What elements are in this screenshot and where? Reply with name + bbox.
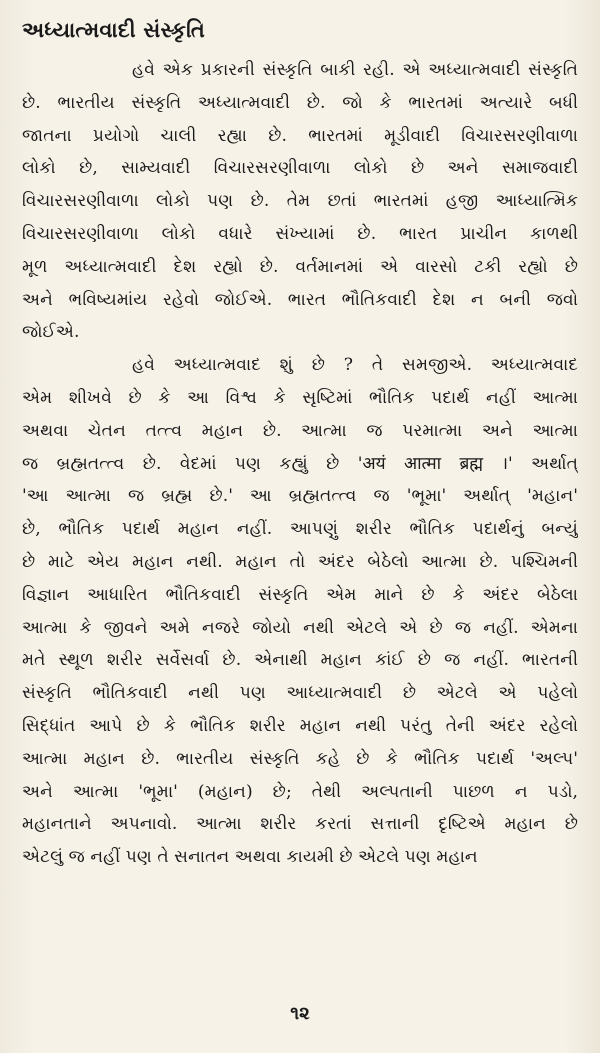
text-line: જ બ્રહ્મતત્ત્વ છે. વેદમાં પણ કહ્યું છે 'अयं आत्मा ब्रह्म ।' અર્થાત્ [22,453,578,474]
text-line: એટલું જ નહીં પણ તે સનાતન અથવા કાયમી છે એટલે પણ મહાન [22,847,478,868]
text-line: જાતના પ્રયોગો ચાલી રહ્યા છે. ભારતમાં મૂડીવાદી વિચારસરણીવાળા [22,125,578,146]
text-line: હવે એક પ્રકારની સંસ્કૃતિ બાકી રહી. એ અધ્યાત્મવાદી સંસ્કૃતિ [132,60,578,80]
text-line: 'આ આત્મા જ બ્રહ્મ છે.' આ બ્રહ્મતત્ત્વ જ 'ભૂમા' અર્થાત્ 'મહાન' [22,486,578,507]
text-line: છે. ભારતીય સંસ્કૃતિ અધ્યાત્મવાદી છે. જો કે ભારતમાં અત્યારે બધી [22,92,578,113]
text-line: લોકો છે, સામ્યવાદી વિચારસરણીવાળા લોકો છે અને સમાજવાદી [22,158,578,179]
page-number: ૧૨ [290,1003,310,1024]
text-line: વિચારસરણીવાળા લોકો વધારે સંખ્યામાં છે. ભારત પ્રાચીન કાળથી [22,223,578,244]
section-heading: અધ્યાત્મવાદી સંસ્કૃતિ [22,18,206,42]
text-line: સંસ્કૃતિ ભૌતિકવાદી નથી પણ આધ્યાત્મવાદી છે એટલે એ પહેલો [22,683,578,704]
paragraph [22,349,578,874]
text-line: સિદ્ધાંત આપે છે કે ભૌતિક શરીર મહાન નથી પરંતુ તેની અંદર રહેલો [22,715,578,736]
text-line: હવે અધ્યાત્મવાદ શું છે ? તે સમજીએ. અધ્યાત્મવાદ [132,355,578,376]
text-line: એમ શીખવે છે કે આ વિશ્વ કે સૃષ્ટિમાં ભૌતિક પદાર્થ નહીં આત્મા [22,387,578,408]
text-line: જોઈએ. [22,322,80,343]
body-text [22,54,578,874]
text-line: મહાનતાને અપનાવો. આત્મા શરીર કરતાં સત્તાની દૃષ્ટિએ મહાન છે [22,814,578,835]
text-line: અથવા ચેતન તત્ત્વ મહાન છે. આત્મા જ પરમાત્મા અને આત્મા [22,420,578,441]
text-line: આત્મા કે જીવને અમે નજરે જોયો નથી એટલે એ છે જ નહીં. એમના [22,617,578,638]
text-line: અને આત્મા 'ભૂમા' (મહાન) છે; તેથી અલ્પતાની પાછળ ન પડો, [22,781,578,802]
text-line: વિચારસરણીવાળા લોકો પણ છે. તેમ છતાં ભારતમાં હજી આધ્યાત્મિક [22,191,578,212]
text-line: છે, ભૌતિક પદાર્થ મહાન નહીં. આપણું શરીર ભૌતિક પદાર્થનું બન્યું [22,519,578,540]
text-line: વિજ્ઞાન આધારિત ભૌતિકવાદી સંસ્કૃતિ એમ માને છે કે અંદર બેઠેલા [22,584,578,605]
text-line: છે માટે એય મહાન નથી. મહાન તો અંદર બેઠેલો આત્મા છે. પશ્ચિમની [22,551,578,572]
text-line: અને ભવિષ્યમાંય રહેવો જોઈએ. ભારત ભૌતિકવાદી દેશ ન બની જવો [22,289,578,310]
paragraph [22,54,578,349]
text-line: મૂળ અધ્યાત્મવાદી દેશ રહ્યો છે. વર્તમાનમાં એ વારસો ટકી રહ્યો છે [22,256,578,277]
text-line: આત્મા મહાન છે. ભારતીય સંસ્કૃતિ કહે છે કે ભૌતિક પદાર્થ 'અલ્પ' [22,748,578,769]
text-line: મતે સ્થૂળ શરીર સર્વેસર્વા છે. એનાથી મહાન કાંઈ છે જ નહીં. ભારતની [22,650,578,671]
